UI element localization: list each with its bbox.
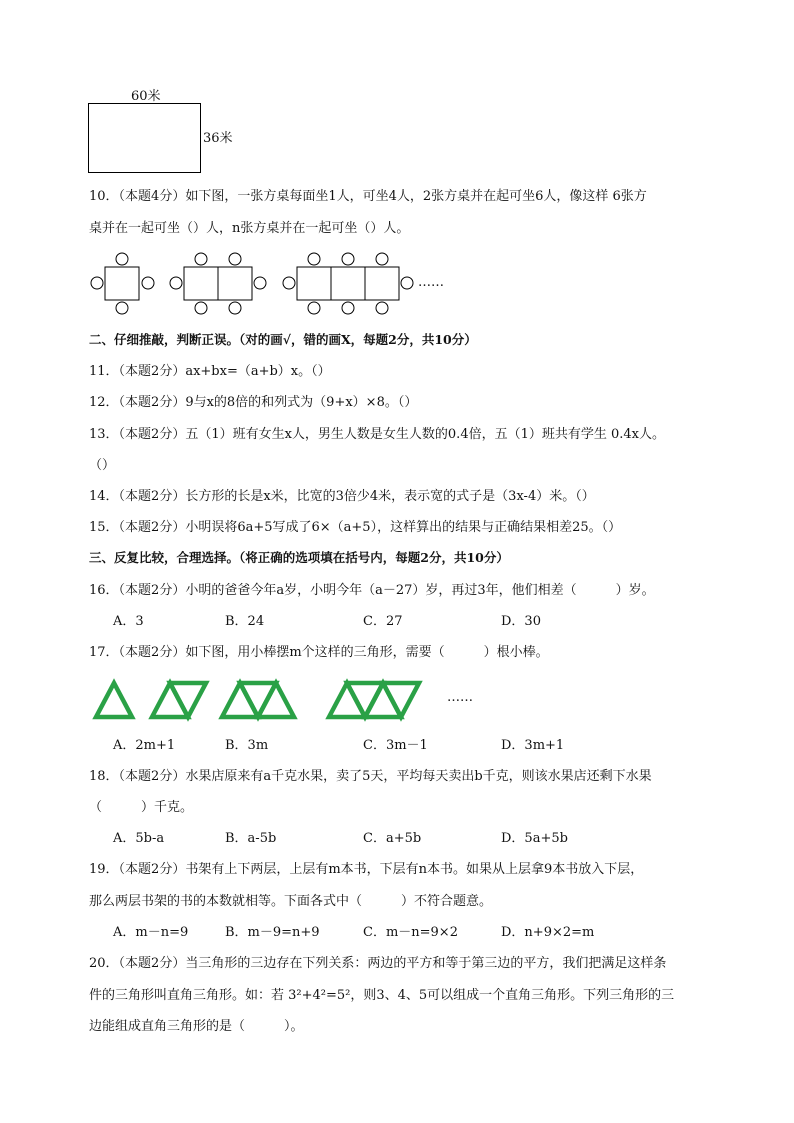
rect-side-label: 36米 bbox=[203, 131, 233, 146]
seat-circle bbox=[91, 277, 103, 289]
section-2-heading: 二、仔细推敲，判断正误。（对的画√，错的画X，每题2分，共10分） bbox=[89, 332, 477, 347]
seat-circle bbox=[229, 253, 241, 265]
question-19-line1: 19．（本题2分）书架有上下两层，上层有m本书，下层有n本书。如果从上层拿9本书放入下层， bbox=[89, 862, 644, 877]
q16-option-d: D．30 bbox=[501, 614, 541, 629]
seat-circle bbox=[116, 253, 128, 265]
stick-triangle bbox=[222, 683, 258, 717]
stick-triangle bbox=[347, 683, 383, 717]
q16-option-c: C．27 bbox=[363, 614, 403, 629]
seat-circle bbox=[308, 302, 320, 314]
table-square bbox=[365, 267, 399, 300]
rect-top-label: 60米 bbox=[131, 89, 161, 104]
stick-triangle bbox=[152, 683, 188, 717]
question-18-line1: 18．（本题2分）水果店原来有a千克水果，卖了5天，平均每天卖出b千克，则该水果店还剩下水果 bbox=[89, 769, 652, 784]
question-15: 15．（本题2分）小明误将6a+5写成了6×（a+5），这样算出的结果与正确结果相差25。（） bbox=[89, 520, 622, 535]
table-square bbox=[218, 267, 252, 300]
q19-option-b: B．m－9=n+9 bbox=[225, 925, 320, 940]
question-19-line2: 那么两层书架的书的本数就相等。下面各式中（ ）不符合题意。 bbox=[89, 894, 493, 909]
q17-option-b: B．3m bbox=[225, 738, 269, 753]
question-10-line1: 10．（本题4分）如下图，一张方桌每面坐1人，可坐4人，2张方桌并在起可坐6人，像这样 6张方 bbox=[89, 189, 647, 204]
q16-option-a: A．3 bbox=[113, 614, 144, 629]
q18-option-b: B．a-5b bbox=[225, 831, 277, 846]
question-18-line2: （ ）千克。 bbox=[89, 800, 194, 815]
question-14: 14．（本题2分）长方形的长是x米，比宽的3倍少4米，表示宽的式子是（3x-4）米。（） bbox=[89, 489, 595, 504]
seat-circle bbox=[308, 253, 320, 265]
tables-ellipsis: …… bbox=[418, 275, 444, 290]
seat-circle bbox=[376, 253, 388, 265]
q18-option-d: D．5a+5b bbox=[501, 831, 568, 846]
seat-circle bbox=[116, 302, 128, 314]
seat-circle bbox=[342, 253, 354, 265]
stick-triangle bbox=[170, 683, 206, 717]
question-11: 11．（本题2分）ax+bx=（a+b）x。（） bbox=[89, 364, 331, 379]
seat-circle bbox=[376, 302, 388, 314]
stick-triangle bbox=[365, 683, 401, 717]
seat-circle bbox=[342, 302, 354, 314]
q18-option-c: C．a+5b bbox=[363, 831, 422, 846]
table-square bbox=[331, 267, 365, 300]
seat-circle bbox=[254, 277, 266, 289]
q19-option-c: C．m－n=9×2 bbox=[363, 925, 458, 940]
triangles-figure bbox=[94, 680, 439, 722]
question-13-line1: 13．（本题2分）五（1）班有女生x人，男生人数是女生人数的0.4倍，五（1）班共有学生 0.4x人。 bbox=[89, 427, 665, 442]
seat-circle bbox=[195, 253, 207, 265]
question-17: 17．（本题2分）如下图，用小棒摆m个这样的三角形，需要（ ）根小棒。 bbox=[89, 645, 549, 660]
seat-circle bbox=[142, 277, 154, 289]
question-16: 16．（本题2分）小明的爸爸今年a岁，小明今年（a－27）岁，再过3年，他们相差（ ）岁。 bbox=[89, 583, 655, 598]
seat-circle bbox=[170, 277, 182, 289]
section-3-heading: 三、反复比较，合理选择。（将正确的选项填在括号内，每题2分，共10分） bbox=[89, 550, 509, 565]
question-20-line2: 件的三角形叫直角三角形。如：若 3²+4²=5²，则3、4、5可以组成一个直角三角形。下列三角形的三 bbox=[89, 988, 675, 1003]
rectangle-figure bbox=[88, 103, 208, 175]
q16-option-b: B．24 bbox=[225, 614, 265, 629]
table-square bbox=[105, 267, 139, 300]
table-square bbox=[184, 267, 218, 300]
question-20-line1: 20．（本题2分）当三角形的三边存在下列关系：两边的平方和等于第三边的平方，我们把满足这样条 bbox=[89, 956, 667, 971]
stick-triangle bbox=[383, 683, 419, 717]
stick-triangle bbox=[329, 683, 365, 717]
seat-circle bbox=[229, 302, 241, 314]
q19-option-d: D．n+9×2=m bbox=[501, 925, 595, 940]
seat-circle bbox=[283, 277, 295, 289]
question-10-line2: 桌并在一起可坐（）人，n张方桌并在一起可坐（）人。 bbox=[89, 221, 410, 236]
question-13-line2: （） bbox=[89, 458, 116, 473]
question-20-line3: 边能组成直角三角形的是（ ）。 bbox=[89, 1019, 304, 1034]
stick-triangle bbox=[96, 683, 132, 717]
triangles-ellipsis: …… bbox=[447, 690, 473, 705]
q18-option-a: A．5b-a bbox=[113, 831, 165, 846]
stick-triangle bbox=[240, 683, 276, 717]
seat-circle bbox=[401, 277, 413, 289]
q17-option-a: A．2m+1 bbox=[113, 738, 176, 753]
q17-option-c: C．3m－1 bbox=[363, 738, 428, 753]
question-12: 12．（本题2分）9与x的8倍的和列式为（9+x）×8。（） bbox=[89, 395, 418, 410]
q19-option-a: A．m－n=9 bbox=[113, 925, 189, 940]
table-square bbox=[297, 267, 331, 300]
seat-circle bbox=[195, 302, 207, 314]
q17-option-d: D．3m+1 bbox=[501, 738, 565, 753]
tables-figure bbox=[88, 252, 428, 312]
stick-triangle bbox=[258, 683, 294, 717]
